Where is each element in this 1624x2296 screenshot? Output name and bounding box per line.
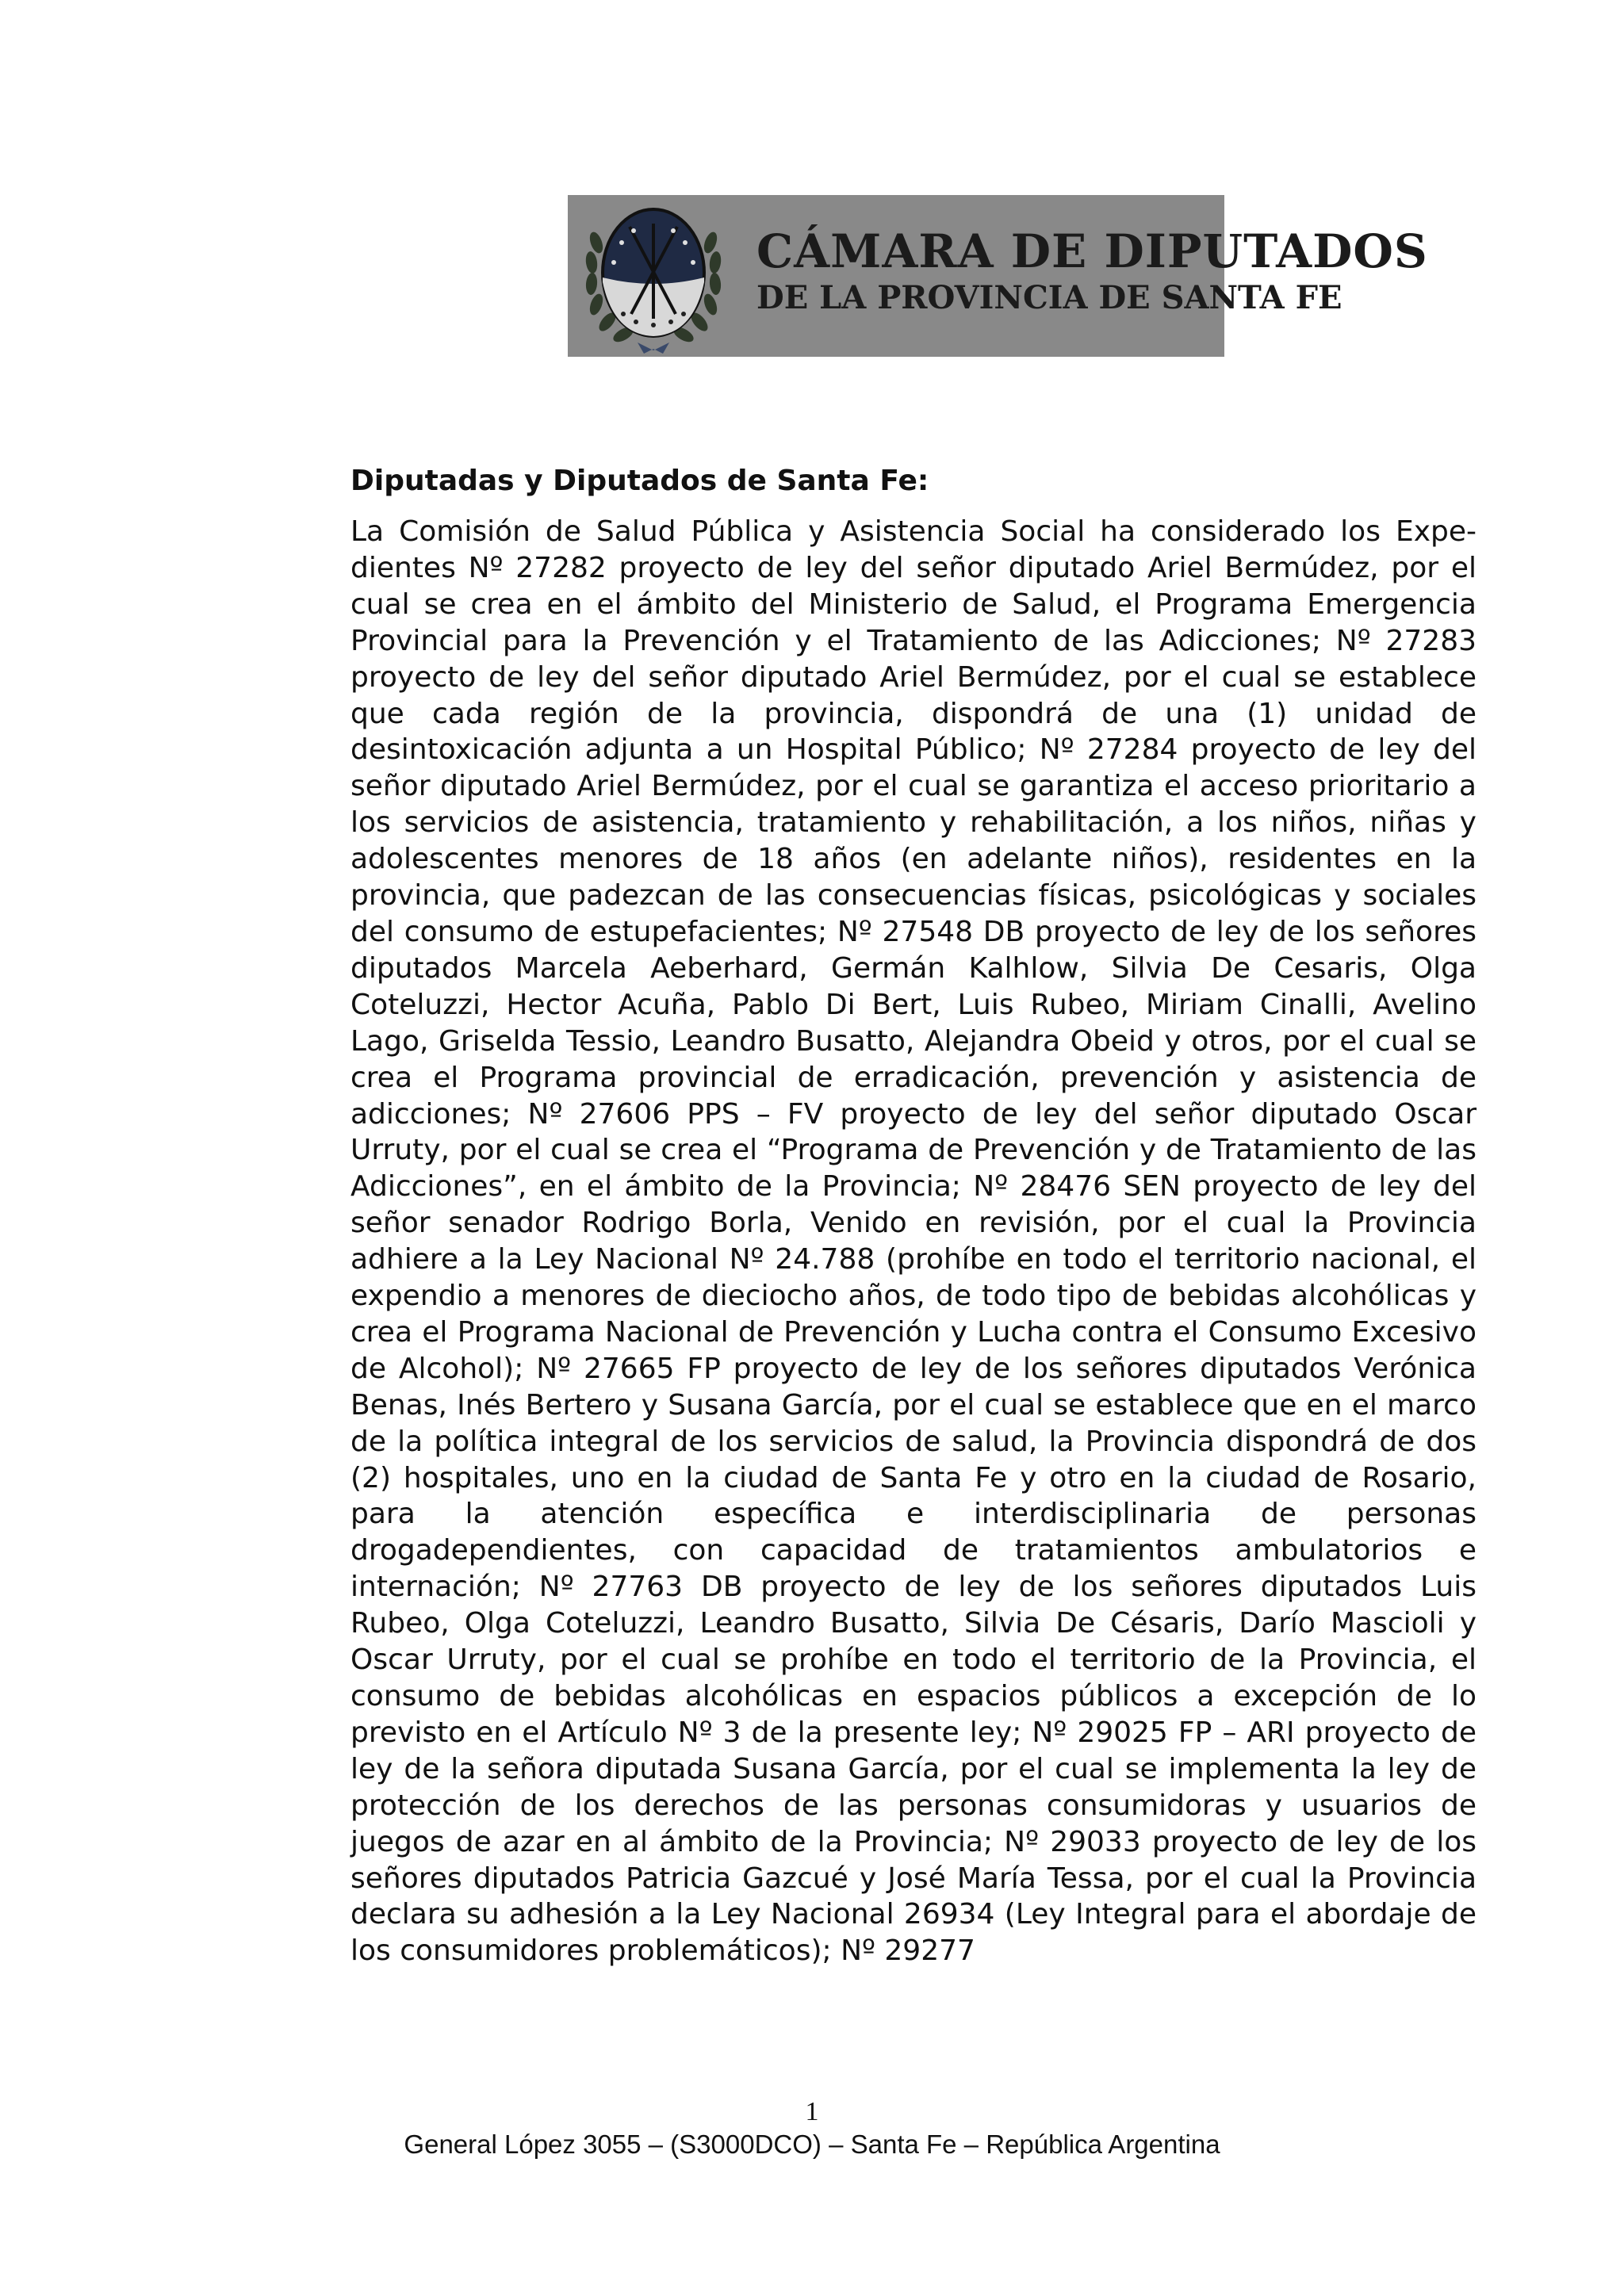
- coat-of-arms-icon: [574, 195, 733, 357]
- header-banner: [568, 195, 1428, 357]
- footer-address: General López 3055 – (S3000DCO) – Santa Fe – República Argentina: [404, 2130, 1220, 2159]
- page-number: 1: [805, 2097, 819, 2126]
- institution-subtitle: DE LA PROVINCIA DE SANTA FE: [756, 279, 1342, 316]
- institution-title: CÁMARA DE DIPUTADOS: [756, 224, 1428, 278]
- document-content: [350, 463, 1477, 1969]
- document-body: La Comisión de Salud Pública y Asistencia Social ha considerado los Expedientes Nº 27282 proyecto de ley del señor diputado Ariel Bermúdez, por el cual se crea en el ámbito del Ministerio de Salud, el Programa Emergencia Provincial para la Prevención y el Tratamiento de las Adicciones; Nº 27283 proyecto de ley del señor diputado Ariel Bermúdez, por el cual se establece que cada región de la provincia, dispondrá de una (1) unidad de desintoxicación adjunta a un Hospital Público; Nº 27284 proyecto de ley del señor diputado Ariel Bermúdez, por el cual se garantiza el acceso prioritario a los servicios de asistencia, tratamiento y rehabilitación, a los niños, niñas y adolescentes menores de 18 años (en adelante niños), residentes en la provincia, que padezcan de las consecuencias físicas, psicológicas y sociales del consumo de estupefacientes; Nº 27548 DB proyecto de ley de los señores diputados Marcela Aeberhard, Germán Kalhlow, Silvia De Cesaris, Olga Coteluzzi, Hector Acuña, Pablo Di Bert, Luis Rubeo, Miriam Cinalli, Avelino Lago, Griselda Tessio, Leandro Busatto, Alejandra Obeid y otros, por el cual se crea el Programa provincial de erradicación, prevención y asistencia de adicciones; Nº 27606 PPS – FV proyecto de ley del señor diputado Oscar Urruty, por el cual se crea el “Programa de Prevención y de Tratamiento de las Adicciones”, en el ámbito de la Provincia; Nº 28476 SEN proyecto de ley del señor senador Rodrigo Borla, Venido en revisión, por el cual la Provincia adhiere a la Ley Nacional Nº 24.788 (prohíbe en todo el territorio nacional, el expendio a menores de dieciocho años, de todo tipo de bebidas alcohólicas y crea el Programa Nacional de Prevención y Lucha contra el Consumo Excesivo de Alcohol); Nº 27665 FP proyecto de ley de los señores diputados Verónica Benas, Inés Bertero y Susana García, por el cual se establece que en el marco de la política integral de los servicios de salud, la Provincia dispondrá de dos (2) hospitales, uno en la ciudad de Santa Fe y otro en la ciudad de Rosario, para la atención específica e interdisciplinaria de personas drogadependientes, con capacidad de tratamientos ambulatorios e internación; Nº 27763 DB proyecto de ley de los señores diputados Luis Rubeo, Olga Coteluzzi, Leandro Busatto, Silvia De Césaris, Darío Mascioli y Oscar Urruty, por el cual se prohíbe en todo el territorio de la Provincia, el consumo de bebidas alcohólicas en espacios públicos a excepción de lo previsto en el Artículo Nº 3 de la presente ley; Nº 29025 FP – ARI proyecto de ley de la señora diputada Susana García, por el cual se implementa la ley de protección de los derechos de las personas consumidoras y usuarios de juegos de azar en al ámbito de la Provincia; Nº 29033 proyecto de ley de los señores diputados Patricia Gazcué y José María Tessa, por el cual la Provincia declara su adhesión a la Ley Nacional 26934 (Ley Integral para el abordaje de los consumidores problemáticos); Nº 29277: [350, 515, 1477, 1968]
- document-heading: Diputadas y Diputados de Santa Fe:: [350, 465, 929, 497]
